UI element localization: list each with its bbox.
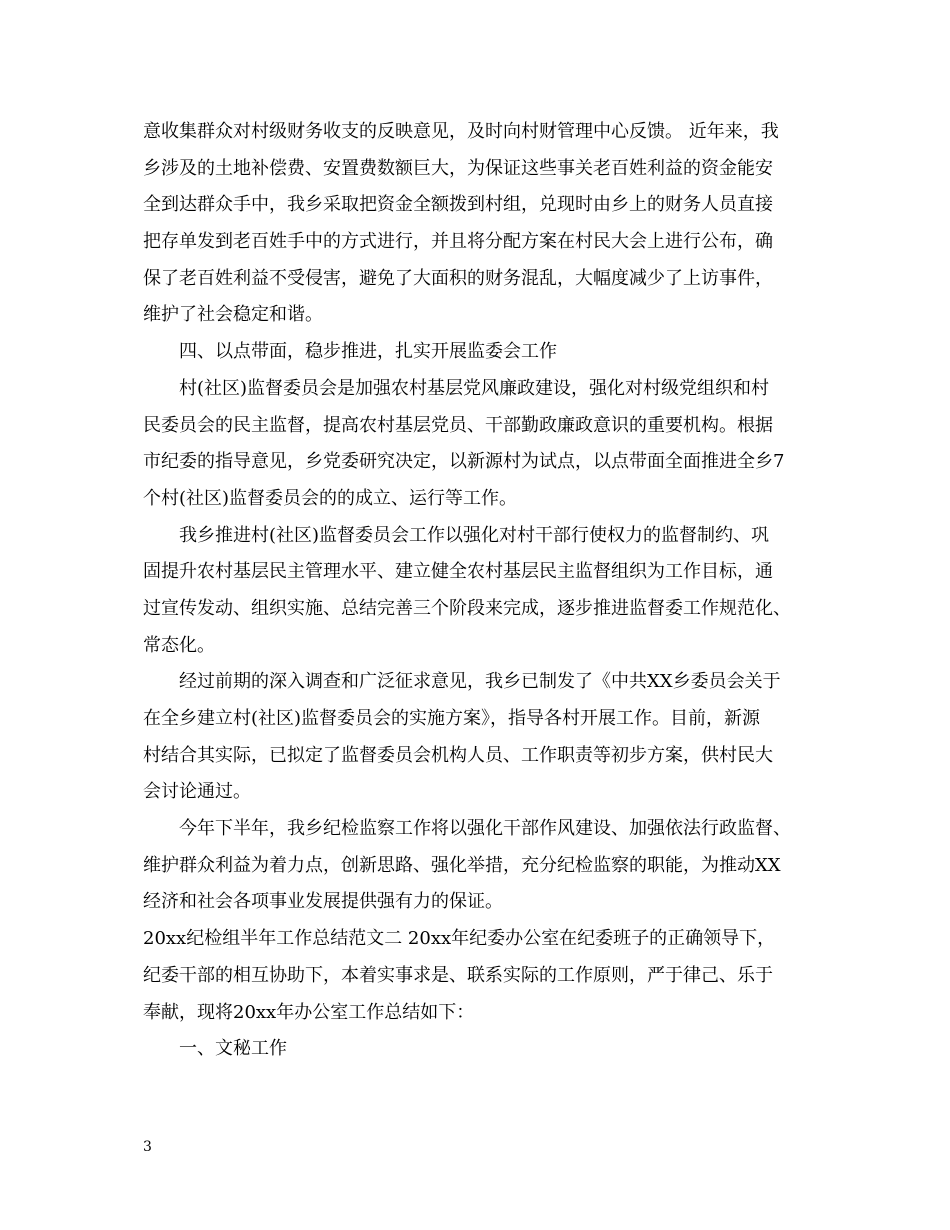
text-line: 全到达群众手中，我乡采取把资金全额拨到村组，兑现时由乡上的财务人员直接 (143, 194, 773, 216)
text-line: 把存单发到老百姓手中的方式进行，并且将分配方案在村民大会上进行公布，确 (143, 231, 773, 253)
text-line: 维护群众利益为着力点，创新思路、强化举措，充分纪检监察的职能，为推动XX (143, 854, 781, 876)
text-line: 乡涉及的土地补偿费、安置费数额巨大，为保证这些事关老百姓利益的资金能安 (143, 157, 773, 179)
text-line: 我乡推进村(社区)监督委员会工作以强化对村干部行使权力的监督制约、巩 (179, 524, 770, 546)
text-line: 民委员会的民主监督，提高农村基层党员、干部勤政廉政意识的重要机构。根据 (143, 414, 773, 436)
text-line: 维护了社会稳定和谐。 (143, 304, 323, 326)
text-line: 四、以点带面，稳步推进，扎实开展监委会工作 (179, 341, 557, 363)
text-line: 常态化。 (143, 634, 215, 656)
text-line: 保了老百姓利益不受侵害，避免了大面积的财务混乱，大幅度减少了上访事件， (143, 267, 773, 289)
text-line: 纪委干部的相互协助下，本着实事求是、联系实际的工作原则，严于律己、乐于 (143, 964, 773, 986)
text-line: 意收集群众对村级财务收支的反映意见，及时向村财管理中心反馈。 近年来，我 (143, 121, 779, 142)
text-line: 固提升农村基层民主管理水平、建立健全农村基层民主监督组织为工作目标，通 (143, 561, 773, 583)
text-line: 经济和社会各项事业发展提供强有力的保证。 (143, 891, 503, 913)
text-line: 20xx纪检组半年工作总结范文二 20xx年纪委办公室在纪委班子的正确领导下， (143, 928, 776, 950)
text-line: 过宣传发动、组织实施、总结完善三个阶段来完成，逐步推进监督委工作规范化、 (143, 597, 791, 619)
document-body (143, 114, 808, 1068)
text-line: 今年下半年，我乡纪检监察工作将以强化干部作风建设、加强依法行政监督、 (179, 818, 791, 840)
text-line: 村(社区)监督委员会是加强农村基层党风廉政建设，强化对村级党组织和村 (179, 377, 770, 399)
text-line: 在全乡建立村(社区)监督委员会的实施方案》，指导各村开展工作。目前，新源 (143, 708, 761, 729)
text-line: 经过前期的深入调查和广泛征求意见，我乡已制发了《中共XX乡委员会关于 (179, 671, 781, 693)
text-line: 奉献，现将20xx年办公室工作总结如下： (143, 1001, 475, 1023)
text-line: 村结合其实际，已拟定了监督委员会机构人员、工作职责等初步方案，供村民大 (143, 744, 773, 766)
text-line: 会讨论通过。 (143, 781, 251, 803)
text-line: 个村(社区)监督委员会的的成立、运行等工作。 (143, 487, 518, 509)
page-number: 3 (143, 1139, 152, 1155)
text-line: 市纪委的指导意见，乡党委研究决定，以新源村为试点，以点带面全面推进全乡7 (143, 451, 785, 473)
text-line: 一、文秘工作 (179, 1038, 287, 1060)
